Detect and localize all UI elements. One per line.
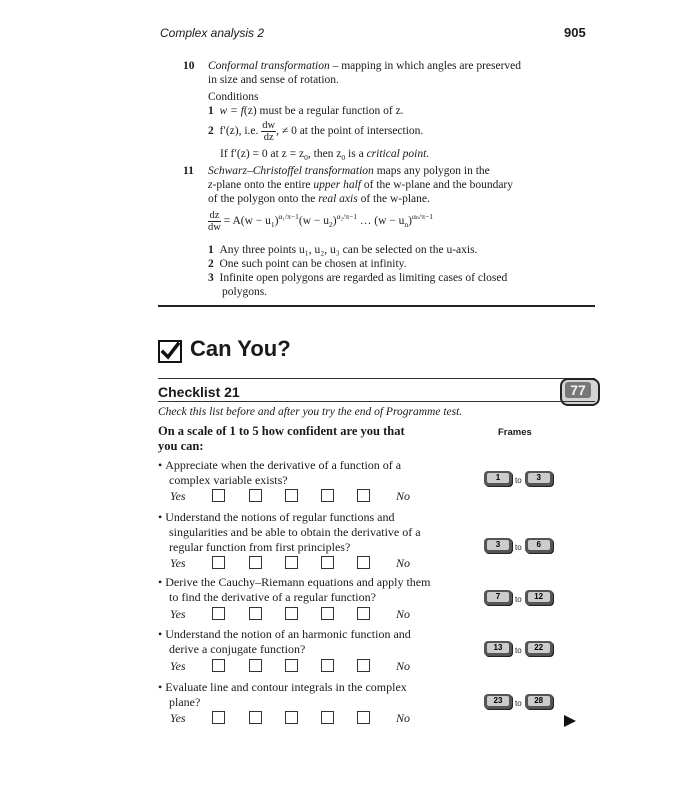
checklist-title: Checklist 21 xyxy=(158,384,240,400)
page-number: 905 xyxy=(564,25,586,40)
frame-badge-from: 3 xyxy=(484,538,512,553)
rating-box-1[interactable] xyxy=(212,489,225,502)
scale-yes-label: Yes xyxy=(170,556,186,570)
rating-box-1[interactable] xyxy=(212,556,225,569)
frame-badge-to: 12 xyxy=(525,590,553,605)
frames-column-label: Frames xyxy=(498,427,532,438)
rating-box-3[interactable] xyxy=(285,607,298,620)
rating-box-2[interactable] xyxy=(249,556,262,569)
frame-badge-77: 77 xyxy=(560,378,600,406)
checklist-bottom-rule xyxy=(158,401,595,402)
frame-badge-to: 22 xyxy=(525,641,553,656)
rating-box-2[interactable] xyxy=(249,711,262,724)
condition-2: 2 f′(z), i.e. $\frac{dw}{dz}$ , ≠ 0 at the point of intersection. xyxy=(208,120,424,143)
frame-badge-from: 7 xyxy=(484,590,512,605)
rating-box-4[interactable] xyxy=(321,659,334,672)
scale-no-label: No xyxy=(396,659,411,673)
rating-box-1[interactable] xyxy=(212,711,225,724)
scale-yes-label: Yes xyxy=(170,711,186,725)
rating-scale-2 xyxy=(212,556,370,574)
rating-box-5[interactable] xyxy=(357,489,370,502)
section-heading: Can You? xyxy=(190,336,291,361)
item-11-line1: Schwarz–Christoffel transformation maps any polygon in the xyxy=(208,165,490,177)
rating-box-5[interactable] xyxy=(357,607,370,620)
rating-box-3[interactable] xyxy=(285,556,298,569)
point-3-cont: polygons. xyxy=(222,286,268,298)
checklist-instruction: Check this list before and after you try the end of Programme test. xyxy=(158,406,463,418)
frame-range-2: 3 to 6 xyxy=(484,538,553,558)
rating-box-4[interactable] xyxy=(321,489,334,502)
checkbox-tick-icon xyxy=(158,340,182,363)
rating-box-4[interactable] xyxy=(321,607,334,620)
point-3: 3 Infinite open polygons are regarded as limiting cases of closed xyxy=(208,272,508,284)
frame-range-1: 1 to 3 xyxy=(484,471,553,491)
running-header-title: Complex analysis 2 xyxy=(160,26,265,40)
dw-dz-fraction: $\frac{dw}{dz}$ xyxy=(262,120,276,143)
frame-badge-from: 1 xyxy=(484,471,512,486)
item-11-term: Schwarz–Christoffel transformation xyxy=(208,165,374,177)
rating-box-2[interactable] xyxy=(249,659,262,672)
rating-box-1[interactable] xyxy=(212,607,225,620)
item-10-line1: Conformal transformation – mapping in which angles are preserved xyxy=(208,60,522,72)
checklist-top-rule xyxy=(158,378,595,379)
checklist-item-3: • Derive the Cauchy–Riemann equations and apply them to find the derivative of a regular function? xyxy=(158,575,431,604)
conditions-label: Conditions xyxy=(208,91,259,103)
scale-no-label: No xyxy=(396,556,411,570)
scale-no-label: No xyxy=(396,711,411,725)
condition-1: 1 w = f(z) must be a regular function of z. xyxy=(208,105,404,117)
checklist-item-2: • Understand the notions of regular functions and singularities and be able to obtain the derivative of a regular function from first principles? xyxy=(158,510,421,554)
frame-badge-from: 13 xyxy=(484,641,512,656)
rating-box-5[interactable] xyxy=(357,556,370,569)
item-10-number: 10 xyxy=(183,60,195,72)
item-11-line3: of the polygon onto the real axis of the w-plane. xyxy=(208,193,430,205)
item-11-number: 11 xyxy=(183,165,194,177)
checklist-item-4: • Understand the notion of an harmonic function and derive a conjugate function? xyxy=(158,627,411,656)
frame-badge-to: 3 xyxy=(525,471,553,486)
schwarz-christoffel-equation: $\frac{dz}{dw}$ = $A(w - u_1)^{\alpha_1/\pi-1}(w - u_2)^{\alpha_2/\pi-1}$ … $(w - u_n)^{\alpha_n/\pi-1}$ xyxy=(208,210,433,233)
rating-box-2[interactable] xyxy=(249,489,262,502)
rating-box-4[interactable] xyxy=(321,711,334,724)
rating-scale-3 xyxy=(212,607,370,625)
next-page-arrow-icon[interactable] xyxy=(564,714,576,732)
rating-box-5[interactable] xyxy=(357,659,370,672)
point-2: 2 One such point can be chosen at infinity. xyxy=(208,258,407,270)
critical-point-note: If f′(z) = 0 at $z = z_0$, then $z_0$ is a critical point. xyxy=(220,148,430,162)
checklist-item-1: • Appreciate when the derivative of a function of a complex variable exists? xyxy=(158,458,402,487)
scale-no-label: No xyxy=(396,607,411,621)
frame-range-4: 13 to 22 xyxy=(484,641,553,661)
rating-box-3[interactable] xyxy=(285,489,298,502)
rating-scale-1 xyxy=(212,489,370,507)
rating-box-2[interactable] xyxy=(249,607,262,620)
scale-yes-label: Yes xyxy=(170,489,186,503)
frame-range-5: 23 to 28 xyxy=(484,694,553,714)
rating-box-1[interactable] xyxy=(212,659,225,672)
frame-badge-from: 23 xyxy=(484,694,512,709)
checklist-item-5: • Evaluate line and contour integrals in the complex plane? xyxy=(158,680,407,709)
section-divider xyxy=(158,305,595,307)
frame-range-3: 7 to 12 xyxy=(484,590,553,610)
scale-no-label: No xyxy=(396,489,411,503)
point-1: 1 Any three points u₁, u₂, u₃ can be selected on the u-axis. xyxy=(208,244,478,256)
rating-box-5[interactable] xyxy=(357,711,370,724)
rating-box-3[interactable] xyxy=(285,711,298,724)
frame-badge-to: 28 xyxy=(525,694,553,709)
item-11-line2: z-plane onto the entire upper half of the w-plane and the boundary xyxy=(208,179,514,191)
rating-box-4[interactable] xyxy=(321,556,334,569)
rating-scale-4 xyxy=(212,659,370,677)
item-10-line2: in size and sense of rotation. xyxy=(208,74,339,86)
item-10-term: Conformal transformation xyxy=(208,60,330,72)
frame-badge-to: 6 xyxy=(525,538,553,553)
scale-yes-label: Yes xyxy=(170,659,186,673)
rating-scale-5 xyxy=(212,711,370,729)
rating-box-3[interactable] xyxy=(285,659,298,672)
confidence-question: On a scale of 1 to 5 how confident are you that you can: xyxy=(158,424,405,453)
scale-yes-label: Yes xyxy=(170,607,186,621)
